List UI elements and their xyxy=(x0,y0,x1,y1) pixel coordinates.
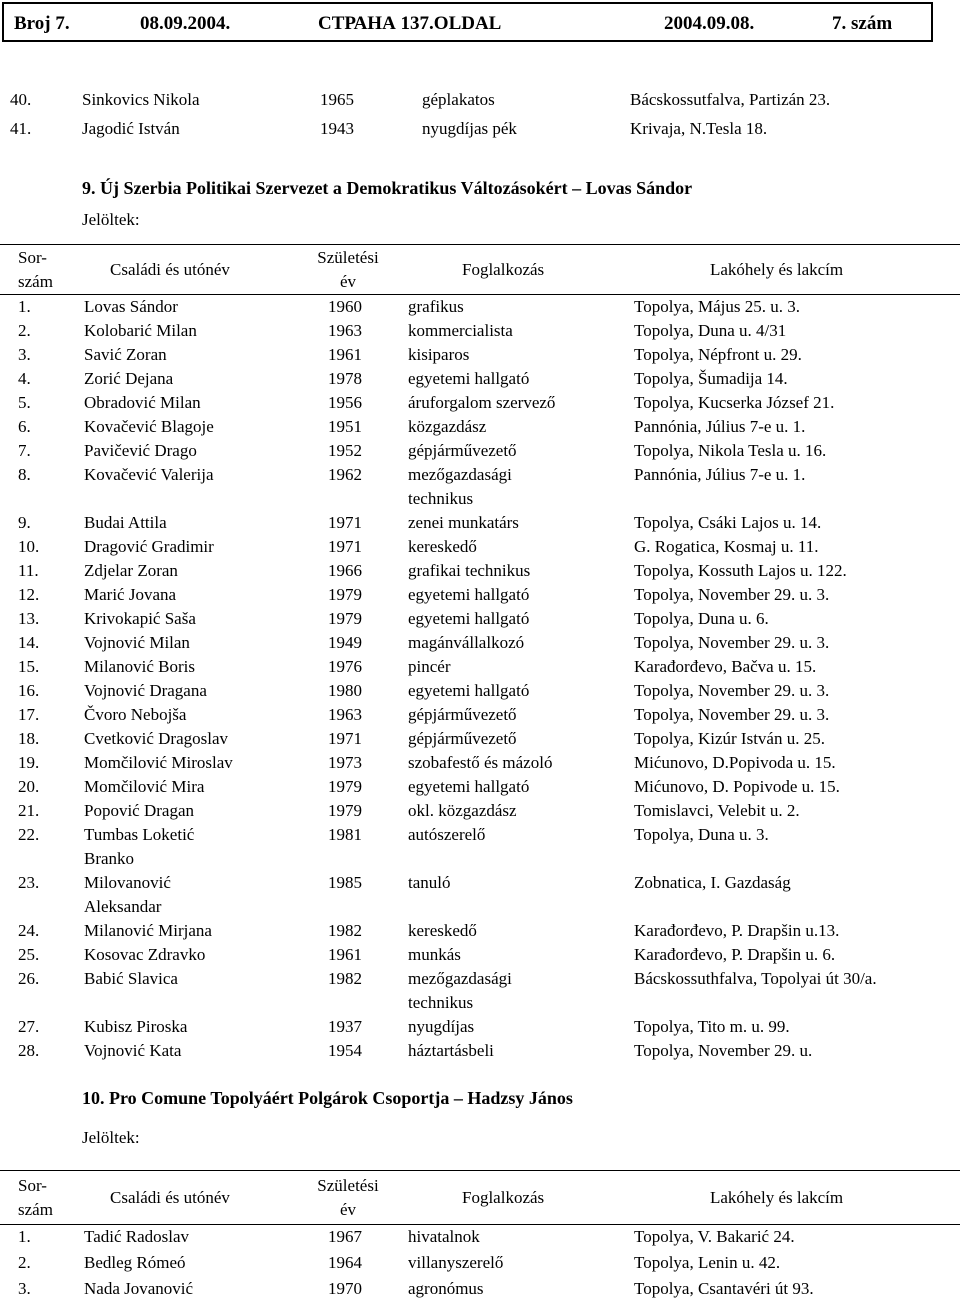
col-job: Foglalkozás xyxy=(462,260,545,279)
row-name: Vojnović Milan xyxy=(84,633,190,652)
row-birth-year: 1971 xyxy=(328,513,362,532)
section-10-candidates-label: Jelöltek: xyxy=(82,1128,140,1147)
row-address: Pannónia, Július 7-e u. 1. xyxy=(634,465,806,484)
col-name: Családi és utónév xyxy=(110,260,230,279)
row-number: 20. xyxy=(18,777,40,796)
row-birth-year: 1979 xyxy=(328,777,362,796)
row-name: Milovanović xyxy=(84,873,171,892)
row-address: Krivaja, N.Tesla 18. xyxy=(630,118,768,138)
date-hungarian: 2004.09.08. xyxy=(664,13,755,34)
row-birth-year: 1965 xyxy=(320,90,354,109)
col-no-line2: szám xyxy=(18,1200,53,1219)
row-name: Momčilović Mira xyxy=(84,777,205,796)
row-birth-year: 1963 xyxy=(328,321,362,340)
col-name: Családi és utónév xyxy=(110,1188,230,1207)
col-no-line2: szám xyxy=(18,272,53,291)
row-birth-year: 1956 xyxy=(328,393,362,412)
row-occupation: grafikus xyxy=(408,297,464,316)
row-birth-year: 1960 xyxy=(328,297,362,316)
row-number: 16. xyxy=(18,681,40,700)
row-address: Karađorđevo, P. Drapšin u. 6. xyxy=(634,945,836,964)
row-birth-year: 1973 xyxy=(328,753,362,772)
row-occupation: kereskedő xyxy=(408,921,477,940)
row-number: 26. xyxy=(18,969,40,988)
row-number: 13. xyxy=(18,609,40,628)
issue-number-hu: 7. szám xyxy=(832,13,893,34)
row-number: 41. xyxy=(10,118,32,138)
row-occupation: áruforgalom szervező xyxy=(408,393,556,412)
row-number: 7. xyxy=(18,441,31,460)
row-occupation: egyetemi hallgató xyxy=(408,681,530,700)
row-name: Vojnović Kata xyxy=(84,1041,182,1060)
row-birth-year: 1970 xyxy=(328,1279,362,1298)
row-name: Pavičević Drago xyxy=(84,441,197,460)
row-name: Kovačević Valerija xyxy=(84,465,214,484)
row-address: Topolya, Kucserka József 21. xyxy=(634,393,835,412)
row-number: 1. xyxy=(18,297,31,316)
row-occupation: okl. közgazdász xyxy=(408,801,517,820)
row-number: 14. xyxy=(18,633,40,652)
row-occupation: egyetemi hallgató xyxy=(408,609,530,628)
col-no-line1: Sor- xyxy=(18,1176,47,1195)
row-occupation: mezőgazdasági xyxy=(408,465,512,484)
row-birth-year: 1954 xyxy=(328,1041,362,1060)
issue-number: Broj 7. xyxy=(14,13,70,34)
row-address: Topolya, V. Bakarić 24. xyxy=(634,1227,795,1246)
row-number: 28. xyxy=(18,1041,40,1060)
row-birth-year: 1951 xyxy=(328,417,362,436)
row-address: Topolya, Tito m. u. 99. xyxy=(634,1017,790,1036)
row-birth-year: 1964 xyxy=(328,1253,362,1272)
section-9-candidates-label: Jelöltek: xyxy=(82,210,140,229)
row-occupation: zenei munkatárs xyxy=(408,513,519,532)
row-occupation: magánvállalkozó xyxy=(408,633,525,652)
row-occupation: agronómus xyxy=(408,1279,484,1298)
row-occupation: közgazdász xyxy=(408,417,487,436)
row-address: G. Rogatica, Kosmaj u. 11. xyxy=(634,537,819,556)
row-number: 8. xyxy=(18,465,31,484)
col-year-line2: év xyxy=(339,272,357,291)
row-occupation: grafikai technikus xyxy=(408,561,531,580)
row-number: 12. xyxy=(18,585,40,604)
row-address: Karađorđevo, P. Drapšin u.13. xyxy=(634,921,840,940)
row-name: Milanović Mirjana xyxy=(84,921,212,940)
row-birth-year: 1981 xyxy=(328,825,362,844)
table-10-header-rule xyxy=(0,1224,960,1225)
row-occupation: kisiparos xyxy=(408,345,470,364)
date-serbian: 08.09.2004. xyxy=(140,13,231,34)
row-occupation: autószerelő xyxy=(408,825,486,844)
row-birth-year: 1962 xyxy=(328,465,362,484)
row-address: Mićunovo, D. Popivode u. 15. xyxy=(634,777,840,796)
row-birth-year: 1966 xyxy=(328,561,362,580)
row-occupation: kereskedő xyxy=(408,537,477,556)
row-address: Topolya, Népfront u. 29. xyxy=(634,345,802,364)
row-name: Zorić Dejana xyxy=(84,369,174,388)
row-birth-year: 1985 xyxy=(328,873,362,892)
col-job: Foglalkozás xyxy=(462,1188,545,1207)
row-occupation: gépjárművezető xyxy=(408,729,517,748)
row-name: Savić Zoran xyxy=(84,345,167,364)
row-occupation: pincér xyxy=(408,657,451,676)
row-address: Bácskossutfalva, Partizán 23. xyxy=(630,90,831,109)
row-birth-year: 1971 xyxy=(328,729,362,748)
col-year-line2: év xyxy=(339,1200,357,1219)
row-birth-year: 1963 xyxy=(328,705,362,724)
row-name: Kubisz Piroska xyxy=(84,1017,188,1036)
row-name: Tadić Radoslav xyxy=(84,1227,190,1246)
row-address: Topolya, Duna u. 6. xyxy=(634,609,769,628)
row-birth-year: 1943 xyxy=(320,118,354,138)
row-birth-year: 1937 xyxy=(328,1017,362,1036)
row-address: Topolya, Csáki Lajos u. 14. xyxy=(634,513,822,532)
row-birth-year: 1961 xyxy=(328,345,362,364)
row-number: 23. xyxy=(18,873,40,892)
row-name: Vojnović Dragana xyxy=(84,681,207,700)
row-birth-year: 1979 xyxy=(328,801,362,820)
col-year-line1: Születési xyxy=(317,248,379,267)
row-number: 19. xyxy=(18,753,40,772)
row-number: 15. xyxy=(18,657,40,676)
page-header xyxy=(2,2,933,42)
row-occupation: szobafestő és mázoló xyxy=(408,753,553,772)
row-address: Topolya, Csantavéri út 93. xyxy=(634,1279,814,1298)
row-number: 2. xyxy=(18,321,31,340)
row-name: Jagodić István xyxy=(82,118,180,138)
row-number: 22. xyxy=(18,825,40,844)
row-address: Topolya, November 29. u. 3. xyxy=(634,681,830,700)
row-birth-year: 1976 xyxy=(328,657,362,676)
row-birth-year: 1979 xyxy=(328,585,362,604)
row-number: 27. xyxy=(18,1017,40,1036)
row-birth-year: 1982 xyxy=(328,969,362,988)
row-occupation: gépjárművezető xyxy=(408,705,517,724)
section-10-title: 10. Pro Comune Topolyáért Polgárok Csoportja – Hadzsy János xyxy=(82,1088,573,1108)
row-name: Tumbas Loketić xyxy=(84,825,195,844)
page-number: СТРАНА 137.OLDAL xyxy=(318,13,502,34)
row-occupation: géplakatos xyxy=(422,90,495,109)
row-name: Kosovac Zdravko xyxy=(84,945,206,964)
row-address: Topolya, Kizúr István u. 25. xyxy=(634,729,825,748)
table-9-header-rule xyxy=(0,294,960,295)
row-birth-year: 1980 xyxy=(328,681,362,700)
row-occupation: hivatalnok xyxy=(408,1227,480,1246)
row-birth-year: 1967 xyxy=(328,1227,362,1246)
row-number: 3. xyxy=(18,1279,31,1298)
row-number: 10. xyxy=(18,537,40,556)
row-number: 11. xyxy=(18,561,39,580)
row-address: Karađorđevo, Bačva u. 15. xyxy=(634,657,817,676)
row-occupation-cont: technikus xyxy=(408,489,474,508)
row-name: Budai Attila xyxy=(84,513,167,532)
col-year-line1: Születési xyxy=(317,1176,379,1195)
row-address: Topolya, November 29. u. 3. xyxy=(634,633,830,652)
row-number: 3. xyxy=(18,345,31,364)
row-address: Topolya, Duna u. 4/31 xyxy=(634,321,787,340)
row-number: 1. xyxy=(18,1227,31,1246)
row-name: Sinkovics Nikola xyxy=(82,90,200,109)
row-number: 18. xyxy=(18,729,40,748)
row-number: 2. xyxy=(18,1253,31,1272)
row-address: Pannónia, Július 7-e u. 1. xyxy=(634,417,806,436)
row-birth-year: 1979 xyxy=(328,609,362,628)
row-address: Bácskossuthfalva, Topolyai út 30/a. xyxy=(634,969,877,988)
row-name: Cvetković Dragoslav xyxy=(84,729,228,748)
row-number: 4. xyxy=(18,369,31,388)
row-name: Babić Slavica xyxy=(84,969,178,988)
row-birth-year: 1952 xyxy=(328,441,362,460)
row-occupation: gépjárművezető xyxy=(408,441,517,460)
row-name: Krivokapić Saša xyxy=(84,609,196,628)
row-number: 21. xyxy=(18,801,40,820)
row-number: 40. xyxy=(10,90,32,109)
row-occupation: háztartásbeli xyxy=(408,1041,494,1060)
row-occupation: tanuló xyxy=(408,873,451,892)
row-number: 25. xyxy=(18,945,40,964)
row-name-cont: Aleksandar xyxy=(84,897,162,916)
row-name: Dragović Gradimir xyxy=(84,537,214,556)
table-9-top-rule xyxy=(0,244,960,245)
row-birth-year: 1971 xyxy=(328,537,362,556)
row-birth-year: 1978 xyxy=(328,369,362,388)
row-name: Popović Dragan xyxy=(84,801,195,820)
row-occupation: egyetemi hallgató xyxy=(408,369,530,388)
row-occupation: egyetemi hallgató xyxy=(408,585,530,604)
row-address: Topolya, November 29. u. 3. xyxy=(634,705,830,724)
row-name: Momčilović Miroslav xyxy=(84,753,233,772)
row-occupation: mezőgazdasági xyxy=(408,969,512,988)
row-name: Milanović Boris xyxy=(84,657,195,676)
row-address: Mićunovo, D.Popivoda u. 15. xyxy=(634,753,836,772)
row-occupation: kommercialista xyxy=(408,321,513,340)
row-occupation: munkás xyxy=(408,945,461,964)
table-10-top-rule xyxy=(0,1170,960,1171)
row-address: Topolya, Lenin u. 42. xyxy=(634,1253,781,1272)
row-number: 17. xyxy=(18,705,40,724)
row-address: Zobnatica, I. Gazdaság xyxy=(634,873,791,892)
row-number: 6. xyxy=(18,417,31,436)
row-occupation: nyugdíjas pék xyxy=(422,118,517,138)
row-address: Topolya, November 29. u. 3. xyxy=(634,585,830,604)
row-address: Tomislavci, Velebit u. 2. xyxy=(634,801,800,820)
row-name: Kovačević Blagoje xyxy=(84,417,214,436)
row-name: Marić Jovana xyxy=(84,585,177,604)
col-no-line1: Sor- xyxy=(18,248,47,267)
row-occupation: egyetemi hallgató xyxy=(408,777,530,796)
section-9-title: 9. Új Szerbia Politikai Szervezet a Demokratikus Változásokért – Lovas Sándor xyxy=(82,178,693,198)
col-address: Lakóhely és lakcím xyxy=(710,260,844,279)
row-birth-year: 1982 xyxy=(328,921,362,940)
row-birth-year: 1949 xyxy=(328,633,362,652)
row-address: Topolya, November 29. u. xyxy=(634,1041,813,1060)
row-birth-year: 1961 xyxy=(328,945,362,964)
row-address: Topolya, Šumadija 14. xyxy=(634,369,788,388)
row-name: Kolobarić Milan xyxy=(84,321,197,340)
row-name: Nada Jovanović xyxy=(84,1279,194,1298)
row-number: 5. xyxy=(18,393,31,412)
row-name: Lovas Sándor xyxy=(84,297,178,316)
row-address: Topolya, Duna u. 3. xyxy=(634,825,769,844)
row-address: Topolya, Május 25. u. 3. xyxy=(634,297,800,316)
row-name-cont: Branko xyxy=(84,849,135,868)
row-number: 24. xyxy=(18,921,40,940)
row-name: Čvoro Nebojša xyxy=(84,705,187,724)
row-address: Topolya, Kossuth Lajos u. 122. xyxy=(634,561,847,580)
col-address: Lakóhely és lakcím xyxy=(710,1188,844,1207)
row-name: Zdjelar Zoran xyxy=(84,561,178,580)
row-name: Obradović Milan xyxy=(84,393,201,412)
row-number: 9. xyxy=(18,513,31,532)
row-occupation: villanyszerelő xyxy=(408,1253,504,1272)
row-occupation: nyugdíjas xyxy=(408,1017,475,1036)
row-address: Topolya, Nikola Tesla u. 16. xyxy=(634,441,827,460)
row-occupation-cont: technikus xyxy=(408,993,474,1012)
row-name: Bedleg Rómeó xyxy=(84,1253,186,1272)
